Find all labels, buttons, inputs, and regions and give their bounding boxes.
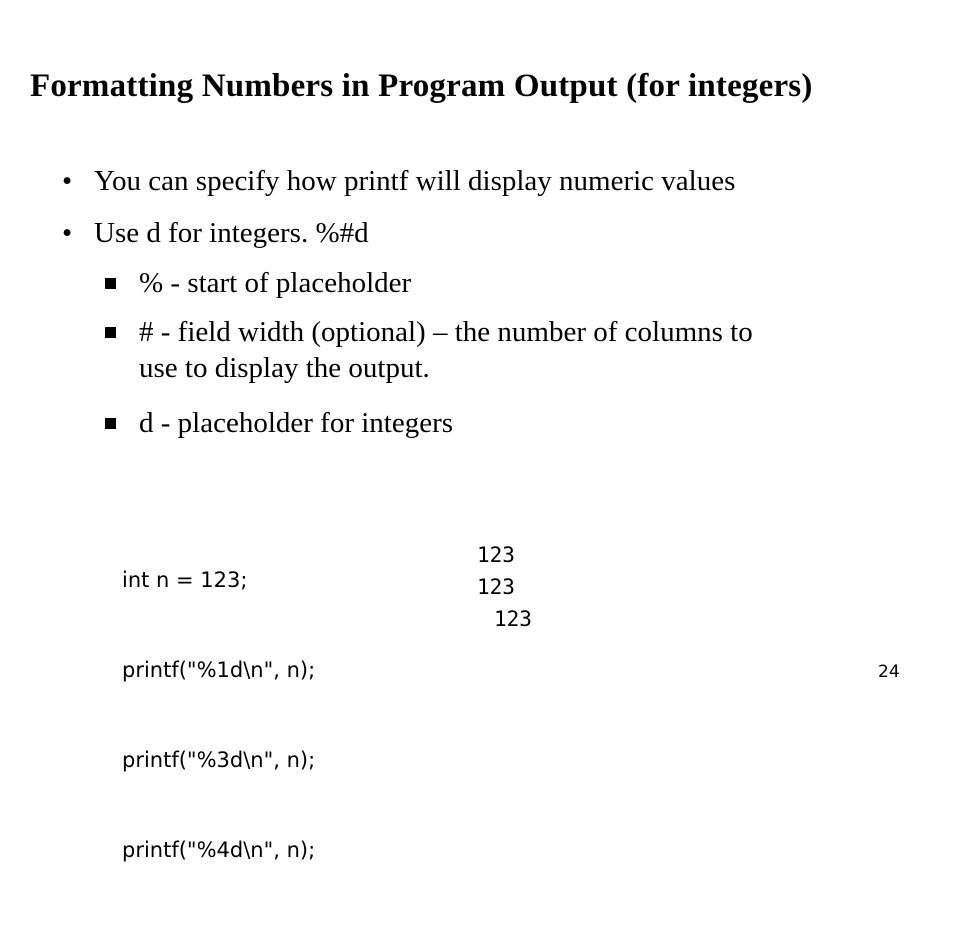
page-number: 24	[878, 662, 900, 682]
sub-bullet-text: d - placeholder for integers	[139, 407, 454, 439]
sub-bullet-text-continued: use to display the output.	[139, 352, 430, 384]
code-line: int n = 123;	[122, 568, 248, 592]
sub-bullet-item	[105, 265, 411, 301]
code-block	[122, 505, 315, 925]
sub-bullet-item	[105, 405, 453, 441]
output-line: 123	[477, 543, 515, 567]
bullet-item	[62, 215, 369, 251]
bullet-text: You can specify how printf will display numeric values	[94, 165, 736, 197]
bullet-dot: •	[62, 217, 73, 249]
slide-title: Formatting Numbers in Program Output (for integers)	[30, 68, 813, 104]
bullet-text: Use d for integers. %#d	[94, 217, 369, 249]
code-line: printf("%4d\n", n);	[122, 838, 316, 862]
square-bullet-icon	[105, 418, 116, 429]
bullet-item	[62, 163, 735, 199]
code-line: printf("%1d\n", n);	[122, 658, 316, 682]
sub-bullet-item	[105, 314, 753, 386]
sub-bullet-text: % - start of placeholder	[139, 267, 412, 299]
sub-bullet-text: # - field width (optional) – the number of columns to	[139, 316, 753, 348]
bullet-dot: •	[62, 165, 73, 197]
code-line: printf("%3d\n", n);	[122, 748, 316, 772]
square-bullet-icon	[105, 278, 116, 289]
square-bullet-icon	[105, 327, 116, 338]
output-line: 123	[494, 607, 532, 631]
output-line: 123	[477, 575, 515, 599]
